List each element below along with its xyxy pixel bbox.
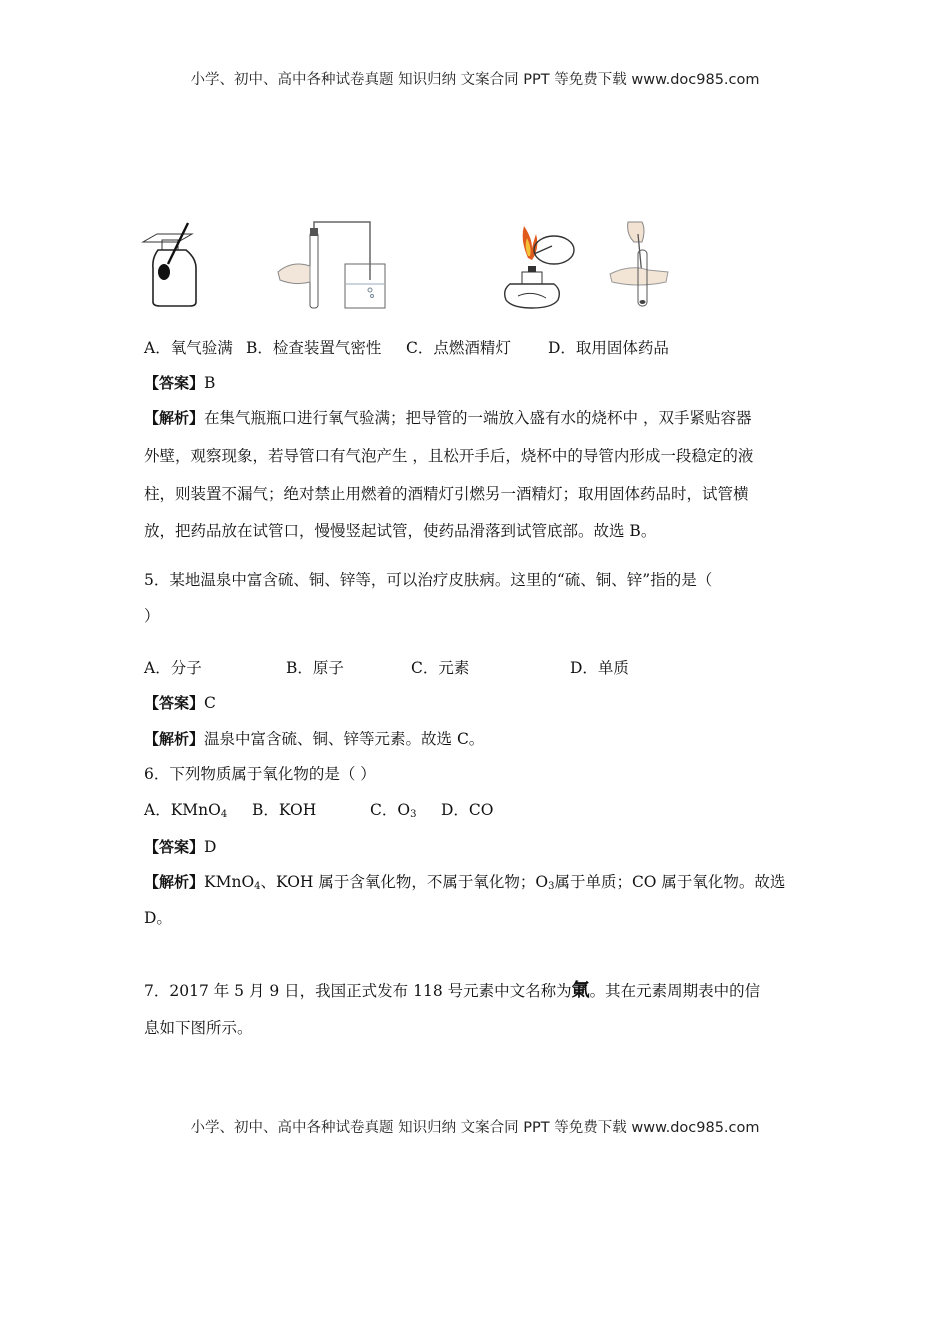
q6-analysis-line-1: 【解析】KMnO$_4$、KOH 属于含氧化物，不属于氧化物；$O_3$属于单质；CO 属于氧化物。故选 — [144, 873, 786, 892]
q6-option-a: A．KMnO$_4$ — [144, 801, 228, 820]
alcohol-lamp-lighting-figure — [492, 220, 582, 310]
q5-stem-line-1: 5．某地温泉中富含硫、铜、锌等，可以治疗皮肤病。这里的“硫、铜、锌”指的是（ — [144, 571, 713, 589]
q6-option-d: D．CO — [441, 801, 494, 819]
q6-option-c: C．$O_3$ — [370, 801, 417, 820]
answer-value: B — [204, 374, 216, 392]
q4-option-c: C．点燃酒精灯 — [406, 339, 511, 357]
q4-answer — [144, 373, 215, 393]
q6-analysis-line-2: D。 — [144, 909, 172, 927]
q4-analysis-line-1: 【解析】在集气瓶瓶口进行氧气验满；把导管的一端放入盛有水的烧杯中 ，双手紧贴容器 — [144, 409, 752, 427]
q4-option-d: D．取用固体药品 — [548, 339, 669, 357]
solid-reagent-figure — [608, 220, 678, 310]
page-footer: 小学、初中、高中各种试卷真题 知识归纳 文案合同 PPT 等免费下载 www.doc985.com — [190, 1120, 760, 1136]
q4-analysis-line-4: 放，把药品放在试管口，慢慢竖起试管，使药品滑落到试管底部。故选 B。 — [144, 522, 657, 540]
page-header: 小学、初中、高中各种试卷真题 知识归纳 文案合同 PPT 等免费下载 www.doc985.com — [190, 72, 760, 88]
analysis-tag: 【解析】 — [144, 409, 205, 427]
q4-analysis-line-2: 外壁，观察现象，若导管口有气泡产生 ，且松开手后，烧杯中的导管内形成一段稳定的液 — [144, 447, 754, 465]
q5-analysis: 【解析】温泉中富含硫、铜、锌等元素。故选 C。 — [144, 730, 485, 748]
q7-stem-line-2: 息如下图所示。 — [144, 1019, 253, 1037]
q5-option-b: B．原子 — [286, 659, 344, 677]
q5-stem-line-2: ） — [144, 607, 160, 625]
q6-stem: 6．下列物质属于氧化物的是（ ） — [144, 765, 376, 783]
q4-option-a: A．氧气验满 — [144, 339, 233, 357]
q5-option-d: D．单质 — [570, 659, 629, 677]
q6-option-b: B．KOH — [252, 801, 317, 819]
q4-option-b: B．检查装置气密性 — [246, 339, 382, 357]
q5-option-c: C．元素 — [411, 659, 470, 677]
q5-answer: 【答案】C — [144, 694, 216, 712]
oxygen-test-bottle-figure — [140, 220, 200, 310]
q6-answer: 【答案】D — [144, 838, 217, 856]
q5-option-a: A．分子 — [144, 659, 202, 677]
element-name: 氭 — [571, 980, 590, 1001]
q7-stem-line-1: 7．2017 年 5 月 9 日，我国正式发布 118 号元素中文名称为氭。其在元素周期表中的信 — [144, 980, 761, 1001]
apparatus-figures — [140, 220, 740, 315]
q4-analysis-line-3: 柱，则装置不漏气；绝对禁止用燃着的酒精灯引燃另一酒精灯；取用固体药品时，试管横 — [144, 485, 749, 503]
airtightness-check-figure — [270, 220, 390, 310]
answer-tag: 【答案】 — [144, 374, 205, 392]
